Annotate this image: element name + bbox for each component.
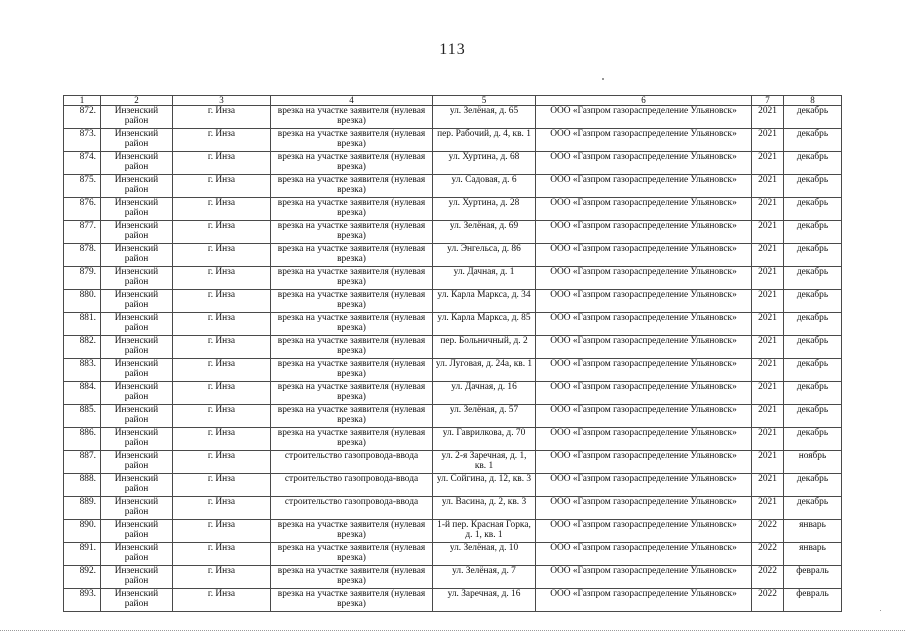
district-cell: Инзенский район	[101, 566, 173, 589]
town-cell: г. Инза	[173, 244, 271, 267]
organization-cell: ООО «Газпром газораспределение Ульяновск»	[536, 520, 752, 543]
year-cell: 2021	[752, 129, 784, 152]
district-cell: Инзенский район	[101, 175, 173, 198]
column-header: 8	[784, 96, 842, 106]
month-cell: декабрь	[784, 382, 842, 405]
work-type-cell: врезка на участке заявителя (нулевая врезка)	[271, 566, 433, 589]
organization-cell: ООО «Газпром газораспределение Ульяновск»	[536, 290, 752, 313]
town-cell: г. Инза	[173, 497, 271, 520]
scan-bottom-edge	[0, 630, 905, 631]
district-cell: Инзенский район	[101, 221, 173, 244]
work-type-cell: врезка на участке заявителя (нулевая врезка)	[271, 221, 433, 244]
town-cell: г. Инза	[173, 152, 271, 175]
district-cell: Инзенский район	[101, 543, 173, 566]
month-cell: декабрь	[784, 152, 842, 175]
year-cell: 2021	[752, 474, 784, 497]
row-number-cell: 886.	[64, 428, 101, 451]
row-number-cell: 890.	[64, 520, 101, 543]
work-type-cell: врезка на участке заявителя (нулевая врезка)	[271, 313, 433, 336]
district-cell: Инзенский район	[101, 474, 173, 497]
district-cell: Инзенский район	[101, 313, 173, 336]
town-cell: г. Инза	[173, 589, 271, 612]
district-cell: Инзенский район	[101, 520, 173, 543]
organization-cell: ООО «Газпром газораспределение Ульяновск»	[536, 474, 752, 497]
table-row	[64, 474, 842, 497]
row-number-cell: 876.	[64, 198, 101, 221]
work-type-cell: врезка на участке заявителя (нулевая врезка)	[271, 428, 433, 451]
year-cell: 2021	[752, 313, 784, 336]
year-cell: 2021	[752, 152, 784, 175]
row-number-cell: 873.	[64, 129, 101, 152]
town-cell: г. Инза	[173, 451, 271, 474]
row-number-cell: 887.	[64, 451, 101, 474]
organization-cell: ООО «Газпром газораспределение Ульяновск»	[536, 359, 752, 382]
organization-cell: ООО «Газпром газораспределение Ульяновск»	[536, 152, 752, 175]
month-cell: февраль	[784, 589, 842, 612]
table-row	[64, 244, 842, 267]
work-type-cell: врезка на участке заявителя (нулевая врезка)	[271, 290, 433, 313]
row-number-cell: 879.	[64, 267, 101, 290]
district-cell: Инзенский район	[101, 152, 173, 175]
address-cell: ул. Зелёная, д. 7	[433, 566, 536, 589]
table-row	[64, 359, 842, 382]
table-row	[64, 129, 842, 152]
district-cell: Инзенский район	[101, 428, 173, 451]
year-cell: 2021	[752, 244, 784, 267]
district-cell: Инзенский район	[101, 382, 173, 405]
year-cell: 2021	[752, 428, 784, 451]
month-cell: февраль	[784, 566, 842, 589]
district-cell: Инзенский район	[101, 359, 173, 382]
year-cell: 2021	[752, 497, 784, 520]
address-cell: ул. Зелёная, д. 65	[433, 106, 536, 129]
month-cell: ноябрь	[784, 451, 842, 474]
district-cell: Инзенский район	[101, 129, 173, 152]
column-header: 4	[271, 96, 433, 106]
year-cell: 2021	[752, 106, 784, 129]
town-cell: г. Инза	[173, 405, 271, 428]
row-number-cell: 872.	[64, 106, 101, 129]
work-type-cell: врезка на участке заявителя (нулевая врезка)	[271, 198, 433, 221]
town-cell: г. Инза	[173, 313, 271, 336]
organization-cell: ООО «Газпром газораспределение Ульяновск»	[536, 221, 752, 244]
year-cell: 2021	[752, 221, 784, 244]
district-cell: Инзенский район	[101, 267, 173, 290]
district-cell: Инзенский район	[101, 198, 173, 221]
month-cell: декабрь	[784, 175, 842, 198]
town-cell: г. Инза	[173, 221, 271, 244]
organization-cell: ООО «Газпром газораспределение Ульяновск»	[536, 382, 752, 405]
month-cell: январь	[784, 520, 842, 543]
scan-speck	[602, 78, 604, 80]
row-number-cell: 881.	[64, 313, 101, 336]
town-cell: г. Инза	[173, 267, 271, 290]
address-cell: ул. Гаврилкова, д. 70	[433, 428, 536, 451]
table-row	[64, 566, 842, 589]
work-type-cell: врезка на участке заявителя (нулевая врезка)	[271, 382, 433, 405]
year-cell: 2021	[752, 451, 784, 474]
address-cell: ул. Зелёная, д. 10	[433, 543, 536, 566]
year-cell: 2021	[752, 405, 784, 428]
organization-cell: ООО «Газпром газораспределение Ульяновск»	[536, 497, 752, 520]
table-row	[64, 152, 842, 175]
work-type-cell: врезка на участке заявителя (нулевая врезка)	[271, 405, 433, 428]
year-cell: 2021	[752, 175, 784, 198]
gas-works-table	[63, 95, 842, 612]
column-number-row	[64, 96, 842, 106]
organization-cell: ООО «Газпром газораспределение Ульяновск»	[536, 566, 752, 589]
address-cell: ул. Хуртина, д. 28	[433, 198, 536, 221]
work-type-cell: врезка на участке заявителя (нулевая врезка)	[271, 152, 433, 175]
month-cell: декабрь	[784, 129, 842, 152]
address-cell: ул. Васина, д. 2, кв. 3	[433, 497, 536, 520]
organization-cell: ООО «Газпром газораспределение Ульяновск»	[536, 336, 752, 359]
table-row	[64, 497, 842, 520]
month-cell: декабрь	[784, 106, 842, 129]
table-row	[64, 221, 842, 244]
gas-works-table-wrapper	[63, 95, 842, 612]
column-header: 2	[101, 96, 173, 106]
district-cell: Инзенский район	[101, 336, 173, 359]
year-cell: 2022	[752, 543, 784, 566]
work-type-cell: врезка на участке заявителя (нулевая врезка)	[271, 589, 433, 612]
organization-cell: ООО «Газпром газораспределение Ульяновск»	[536, 543, 752, 566]
month-cell: декабрь	[784, 474, 842, 497]
organization-cell: ООО «Газпром газораспределение Ульяновск»	[536, 451, 752, 474]
month-cell: январь	[784, 543, 842, 566]
month-cell: декабрь	[784, 221, 842, 244]
month-cell: декабрь	[784, 313, 842, 336]
town-cell: г. Инза	[173, 198, 271, 221]
table-row	[64, 543, 842, 566]
row-number-cell: 888.	[64, 474, 101, 497]
address-cell: ул. Заречная, д. 16	[433, 589, 536, 612]
column-header: 5	[433, 96, 536, 106]
year-cell: 2022	[752, 520, 784, 543]
table-row	[64, 267, 842, 290]
district-cell: Инзенский район	[101, 290, 173, 313]
column-header: 1	[64, 96, 101, 106]
row-number-cell: 885.	[64, 405, 101, 428]
organization-cell: ООО «Газпром газораспределение Ульяновск»	[536, 175, 752, 198]
row-number-cell: 874.	[64, 152, 101, 175]
organization-cell: ООО «Газпром газораспределение Ульяновск»	[536, 129, 752, 152]
address-cell: ул. Карла Маркса, д. 85	[433, 313, 536, 336]
row-number-cell: 893.	[64, 589, 101, 612]
year-cell: 2021	[752, 359, 784, 382]
town-cell: г. Инза	[173, 106, 271, 129]
organization-cell: ООО «Газпром газораспределение Ульяновск»	[536, 405, 752, 428]
work-type-cell: врезка на участке заявителя (нулевая врезка)	[271, 244, 433, 267]
table-row	[64, 313, 842, 336]
address-cell: ул. Дачная, д. 16	[433, 382, 536, 405]
row-number-cell: 889.	[64, 497, 101, 520]
month-cell: декабрь	[784, 290, 842, 313]
organization-cell: ООО «Газпром газораспределение Ульяновск»	[536, 428, 752, 451]
month-cell: декабрь	[784, 244, 842, 267]
town-cell: г. Инза	[173, 175, 271, 198]
work-type-cell: строительство газопровода-ввода	[271, 451, 433, 474]
address-cell: пер. Больничный, д. 2	[433, 336, 536, 359]
column-header: 3	[173, 96, 271, 106]
work-type-cell: врезка на участке заявителя (нулевая врезка)	[271, 359, 433, 382]
work-type-cell: врезка на участке заявителя (нулевая врезка)	[271, 336, 433, 359]
town-cell: г. Инза	[173, 474, 271, 497]
town-cell: г. Инза	[173, 566, 271, 589]
row-number-cell: 884.	[64, 382, 101, 405]
address-cell: ул. Зелёная, д. 69	[433, 221, 536, 244]
work-type-cell: строительство газопровода-ввода	[271, 497, 433, 520]
organization-cell: ООО «Газпром газораспределение Ульяновск»	[536, 106, 752, 129]
month-cell: декабрь	[784, 428, 842, 451]
address-cell: ул. Луговая, д. 24а, кв. 1	[433, 359, 536, 382]
table-row	[64, 405, 842, 428]
town-cell: г. Инза	[173, 543, 271, 566]
town-cell: г. Инза	[173, 382, 271, 405]
year-cell: 2021	[752, 382, 784, 405]
year-cell: 2021	[752, 267, 784, 290]
work-type-cell: врезка на участке заявителя (нулевая врезка)	[271, 520, 433, 543]
organization-cell: ООО «Газпром газораспределение Ульяновск»	[536, 198, 752, 221]
address-cell: ул. Хуртина, д. 68	[433, 152, 536, 175]
address-cell: пер. Рабочий, д. 4, кв. 1	[433, 129, 536, 152]
address-cell: ул. Садовая, д. 6	[433, 175, 536, 198]
work-type-cell: врезка на участке заявителя (нулевая врезка)	[271, 129, 433, 152]
address-cell: ул. Дачная, д. 1	[433, 267, 536, 290]
month-cell: декабрь	[784, 336, 842, 359]
town-cell: г. Инза	[173, 336, 271, 359]
address-cell: ул. Зелёная, д. 57	[433, 405, 536, 428]
row-number-cell: 883.	[64, 359, 101, 382]
table-row	[64, 520, 842, 543]
address-cell: ул. Энгельса, д. 86	[433, 244, 536, 267]
town-cell: г. Инза	[173, 520, 271, 543]
district-cell: Инзенский район	[101, 405, 173, 428]
address-cell: 1-й пер. Красная Горка, д. 1, кв. 1	[433, 520, 536, 543]
work-type-cell: врезка на участке заявителя (нулевая врезка)	[271, 106, 433, 129]
table-row	[64, 451, 842, 474]
month-cell: декабрь	[784, 198, 842, 221]
organization-cell: ООО «Газпром газораспределение Ульяновск»	[536, 313, 752, 336]
district-cell: Инзенский район	[101, 497, 173, 520]
town-cell: г. Инза	[173, 359, 271, 382]
address-cell: ул. Карла Маркса, д. 34	[433, 290, 536, 313]
organization-cell: ООО «Газпром газораспределение Ульяновск»	[536, 589, 752, 612]
row-number-cell: 877.	[64, 221, 101, 244]
column-header: 6	[536, 96, 752, 106]
month-cell: декабрь	[784, 405, 842, 428]
address-cell: ул. Сойгина, д. 12, кв. 3	[433, 474, 536, 497]
month-cell: декабрь	[784, 267, 842, 290]
address-cell: ул. 2-я Заречная, д. 1, кв. 1	[433, 451, 536, 474]
year-cell: 2021	[752, 198, 784, 221]
row-number-cell: 875.	[64, 175, 101, 198]
table-row	[64, 290, 842, 313]
row-number-cell: 880.	[64, 290, 101, 313]
month-cell: декабрь	[784, 497, 842, 520]
table-row	[64, 428, 842, 451]
page-number: 113	[439, 41, 466, 58]
row-number-cell: 878.	[64, 244, 101, 267]
row-number-cell: 891.	[64, 543, 101, 566]
column-header: 7	[752, 96, 784, 106]
table-row	[64, 382, 842, 405]
town-cell: г. Инза	[173, 129, 271, 152]
month-cell: декабрь	[784, 359, 842, 382]
year-cell: 2022	[752, 589, 784, 612]
work-type-cell: врезка на участке заявителя (нулевая врезка)	[271, 267, 433, 290]
table-row	[64, 336, 842, 359]
district-cell: Инзенский район	[101, 451, 173, 474]
work-type-cell: строительство газопровода-ввода	[271, 474, 433, 497]
organization-cell: ООО «Газпром газораспределение Ульяновск»	[536, 267, 752, 290]
year-cell: 2021	[752, 290, 784, 313]
district-cell: Инзенский район	[101, 589, 173, 612]
row-number-cell: 892.	[64, 566, 101, 589]
town-cell: г. Инза	[173, 290, 271, 313]
table-row	[64, 106, 842, 129]
row-number-cell: 882.	[64, 336, 101, 359]
organization-cell: ООО «Газпром газораспределение Ульяновск»	[536, 244, 752, 267]
year-cell: 2021	[752, 336, 784, 359]
district-cell: Инзенский район	[101, 106, 173, 129]
table-row	[64, 198, 842, 221]
town-cell: г. Инза	[173, 428, 271, 451]
work-type-cell: врезка на участке заявителя (нулевая врезка)	[271, 543, 433, 566]
table-row	[64, 589, 842, 612]
district-cell: Инзенский район	[101, 244, 173, 267]
table-row	[64, 175, 842, 198]
scan-speck	[880, 610, 881, 611]
year-cell: 2022	[752, 566, 784, 589]
work-type-cell: врезка на участке заявителя (нулевая врезка)	[271, 175, 433, 198]
